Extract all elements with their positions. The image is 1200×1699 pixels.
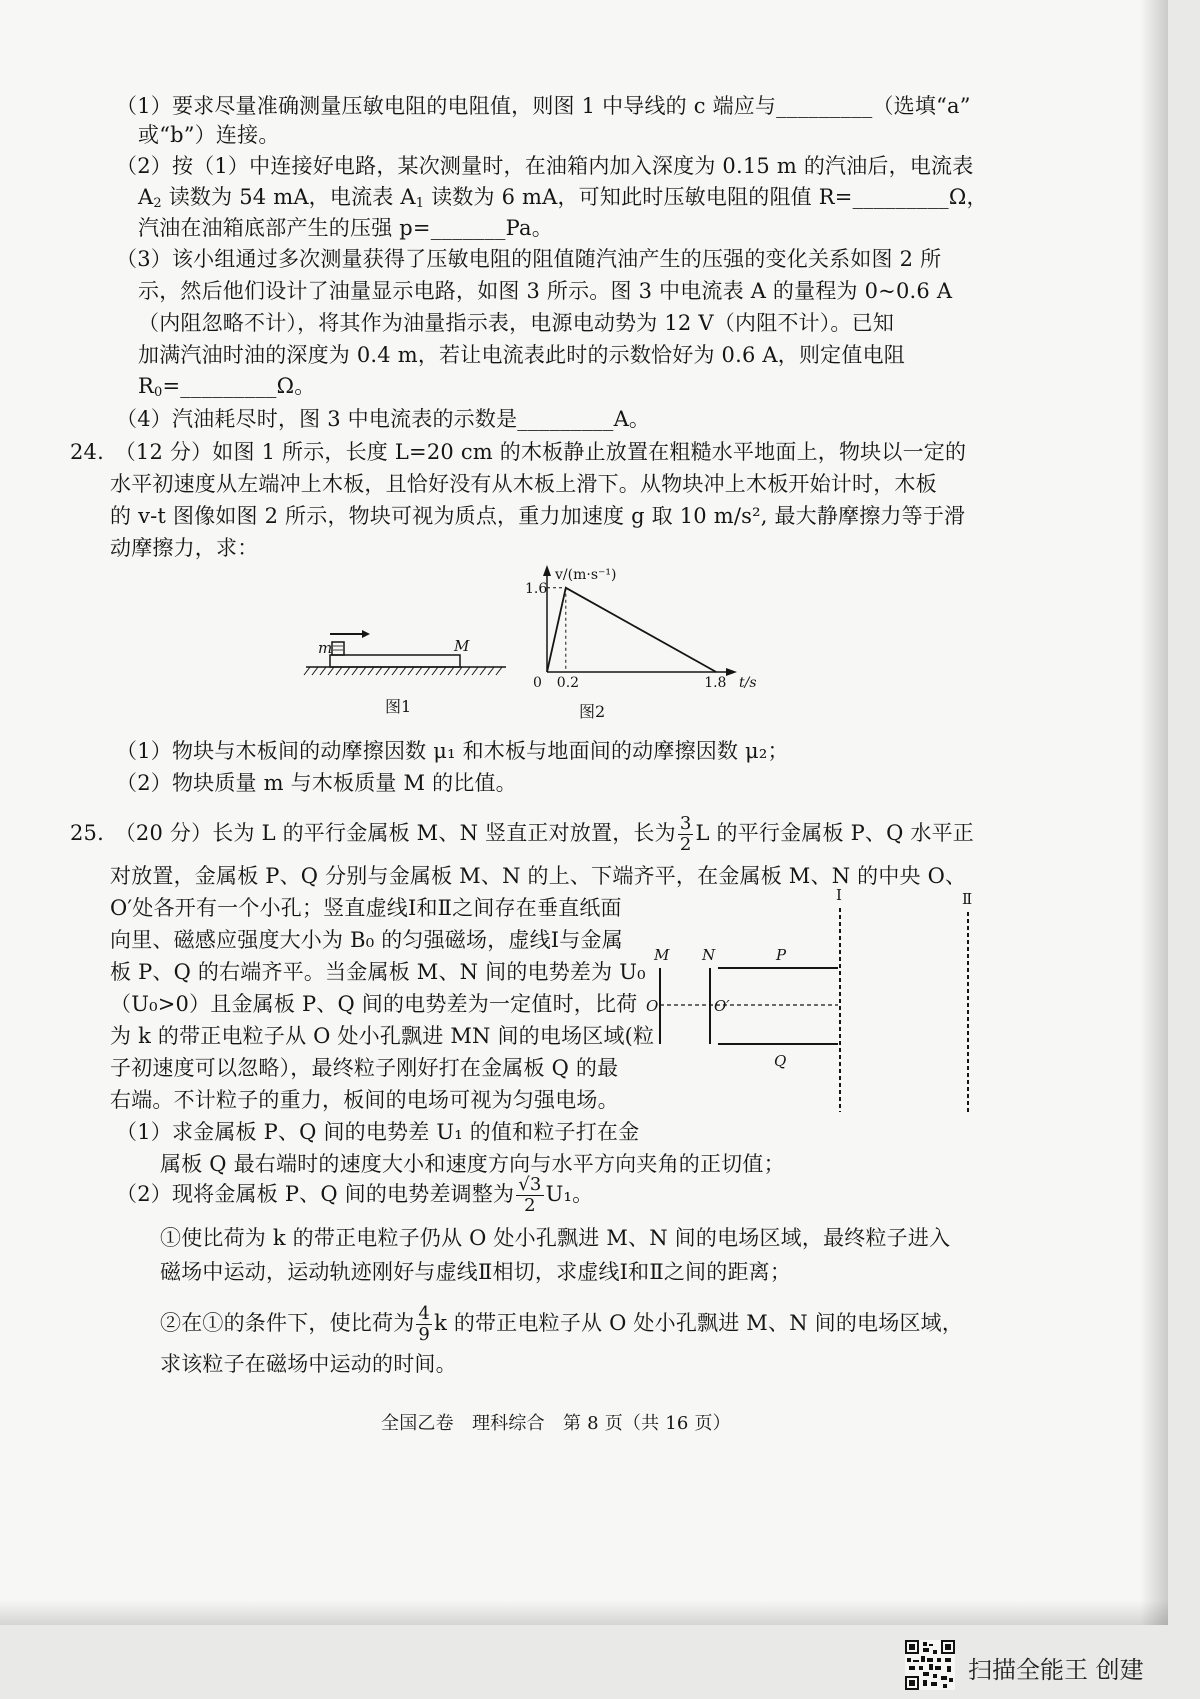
line-q25-sub2: （2）现将金属板 P、Q 间的电势差调整为 $\frac{√3}{2}$ U₁。 xyxy=(116,1174,594,1216)
y-tick-label: 1.6 xyxy=(525,580,548,597)
scan-edge-shadow-right xyxy=(1140,0,1168,1625)
line-q23-3-cont: 示，然后他们设计了油量显示电路，如图 3 所示。图 3 中电流表 A 的量程为 0~0.6 A xyxy=(138,279,953,303)
figure-2-vt-chart xyxy=(525,557,795,722)
line-q25-1: 25. （20 分）长为 L 的平行金属板 M、N 竖直正对放置，长为 $\frac{3}{2}$ L 的平行金属板 P、Q 水平正 xyxy=(70,813,975,855)
line-q25-sub2-2: ②在①的条件下，使比荷为 $\frac{4}{9}$ k 的带正电粒子从 O 处小孔飘进 M、N 间的电场区域， xyxy=(160,1303,964,1345)
x-tick-label: 1.8 xyxy=(704,675,727,691)
line-q25-6: （U₀>0）且金属板 P、Q 间的电势差为一定值时，比荷 xyxy=(110,992,638,1016)
hole-O-label: O xyxy=(646,997,659,1015)
line-q25-sub2-1-cont: 磁场中运动，运动轨迹刚好与虚线Ⅱ相切，求虚线Ⅰ和Ⅱ之间的距离； xyxy=(160,1260,792,1284)
figure-1-block-on-plank xyxy=(300,620,510,720)
line-q23-1-cont: 或“b”）连接。 xyxy=(138,123,280,147)
scan-edge-shadow-bottom xyxy=(0,1600,1168,1625)
line-q24-2: 水平初速度从左端冲上木板，且恰好没有从木板上滑下。从物块冲上木板开始计时，木板 xyxy=(110,472,937,496)
line-q25-sub1: （1）求金属板 P、Q 间的电势差 U₁ 的值和粒子打在金 xyxy=(116,1120,640,1144)
plate-N-label: N xyxy=(702,946,716,964)
scanner-watermark-text: 扫描全能王 创建 xyxy=(968,1656,1144,1684)
qr-code-icon xyxy=(905,1640,955,1690)
line-q23-1: （1）要求尽量准确测量压敏电阻的电阻值，则图 1 中导线的 c 端应与_________（选填“a” xyxy=(116,94,971,118)
line-q23-3: （3）该小组通过多次测量获得了压敏电阻的阻值随汽油产生的压强的变化关系如图 2 所 xyxy=(116,247,942,271)
line-q25-5: 板 P、Q 的右端齐平。当金属板 M、N 间的电势差为 U₀ xyxy=(110,960,646,984)
fraction-4-9: $\frac{4}{9}$ xyxy=(418,1303,431,1345)
line-q25-4: 向里、磁感应强度大小为 B₀ 的匀强磁场，虚线Ⅰ与金属 xyxy=(110,928,623,952)
line-q25-9: 右端。不计粒子的重力，板间的电场可视为匀强电场。 xyxy=(110,1088,619,1112)
line-q23-3-cont4: $R_0=\_\_\_\_\_\_\_\_\_\Omega$。 xyxy=(138,374,316,400)
plate-M-label: M xyxy=(654,946,670,964)
line-q24-3: 的 v-t 图像如图 2 所示，物块可视为质点，重力加速度 g 取 10 m/s², 最大静摩擦力等于滑 xyxy=(110,504,966,528)
fraction-sqrt3-2: $\frac{√3}{2}$ xyxy=(518,1174,542,1216)
line-q24-4: 动摩擦力，求： xyxy=(110,536,259,560)
origin-label: 0 xyxy=(533,675,542,691)
line-q23-3-cont3: 加满汽油时油的深度为 0.4 m，若让电流表此时的示数恰好为 0.6 A，则定值电阻 xyxy=(138,343,905,367)
line-q25-sub1-cont: 属板 Q 最右端时的速度大小和速度方向与水平方向夹角的正切值； xyxy=(160,1152,785,1176)
x-axis-label: t/s xyxy=(739,675,757,691)
line-q23-2-cont: $A_2$ 读数为 54 mA，电流表 $A_1$ 读数为 6 mA，可知此时压敏电阻的阻值 R=_________Ω， xyxy=(138,185,988,211)
line-q25-2: 对放置，金属板 P、Q 分别与金属板 M、N 的上、下端齐平，在金属板 M、N 的中央 O、 xyxy=(110,864,967,888)
plate-P-label: P xyxy=(776,946,787,964)
line-q25-sub2-1: ①使比荷为 k 的带正电粒子仍从 O 处小孔飘进 M、N 间的电场区域，最终粒子进入 xyxy=(160,1226,951,1250)
page-footer: 全国乙卷 理科综合 第 8 页（共 16 页） xyxy=(381,1413,731,1434)
line-q25-7: 为 k 的带正电粒子从 O 处小孔飘进 MN 间的电场区域(粒 xyxy=(110,1024,655,1048)
vt-line xyxy=(547,588,716,672)
fig2-caption: 图2 xyxy=(579,702,606,721)
line-q24-sub2: （2）物块质量 m 与木板质量 M 的比值。 xyxy=(116,771,517,795)
fig1-label-M: M xyxy=(454,637,470,655)
line-q24-sub1: （1）物块与木板间的动摩擦因数 μ₁ 和木板与地面间的动摩擦因数 μ₂； xyxy=(116,739,789,763)
y-axis-label: v/(m·s⁻¹) xyxy=(555,567,617,583)
plate-Q-label: Q xyxy=(774,1052,787,1070)
line-q25-8: 子初速度可以忽略），最终粒子刚好打在金属板 Q 的最 xyxy=(110,1056,619,1080)
x-tick-label: 0.2 xyxy=(556,675,580,691)
line-q25-sub2-2-cont: 求该粒子在磁场中运动的时间。 xyxy=(160,1352,457,1376)
line-q24-1: 24. （12 分）如图 1 所示，长度 L=20 cm 的木板静止放置在粗糙水平地面上，物块以一定的 xyxy=(70,440,967,464)
fig1-caption: 图1 xyxy=(385,697,412,716)
fraction-3-2: $\frac{3}{2}$ xyxy=(679,813,692,855)
line-q23-2: （2）按（1）中连接好电路，某次测量时，在油箱内加入深度为 0.15 m 的汽油后，电流表 xyxy=(116,154,974,178)
fig1-label-m: m xyxy=(318,639,333,657)
line-II-label: Ⅱ xyxy=(962,890,973,908)
line-q23-4: （4）汽油耗尽时，图 3 中电流表的示数是_________A。 xyxy=(116,407,651,431)
line-q23-2-cont2: 汽油在油箱底部产生的压强 p=_______Pa。 xyxy=(138,216,553,240)
line-I-label: Ⅰ xyxy=(836,886,842,904)
line-q23-3-cont2: （内阻忽略不计），将其作为油量指示表，电源电动势为 12 V（内阻不计）。已知 xyxy=(138,311,895,335)
figure-3-plates-field xyxy=(640,880,1060,1120)
hole-O2-label: O′ xyxy=(714,997,730,1015)
line-q25-3: O′处各开有一个小孔；竖直虚线Ⅰ和Ⅱ之间存在垂直纸面 xyxy=(110,896,622,920)
